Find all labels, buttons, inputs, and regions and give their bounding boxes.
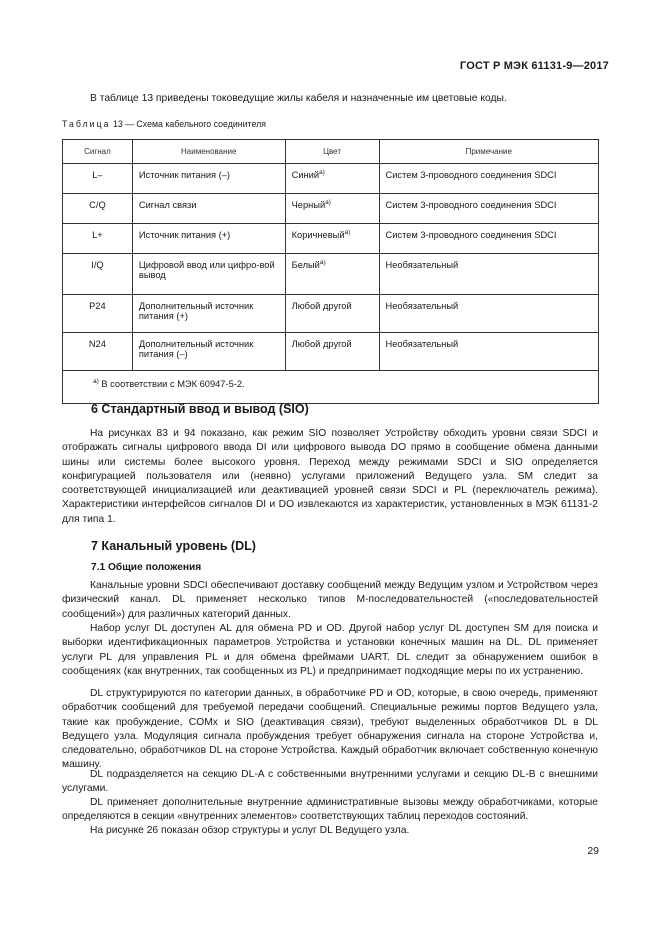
- cell-name: Дополнительный источник питания (+): [132, 295, 285, 333]
- cell-note: Систем 3-проводного соединения SDCI: [379, 224, 598, 254]
- cell-name: Цифровой ввод или цифро-вой вывод: [132, 254, 285, 295]
- cell-note: Необязательный: [379, 295, 598, 333]
- table-caption: [62, 119, 266, 129]
- color-value: Синий: [291, 170, 320, 180]
- document-code: ГОСТ Р МЭК 61131-9—2017: [459, 60, 609, 72]
- table-footnote: [63, 371, 599, 404]
- cell-signal: N24: [63, 333, 133, 371]
- cell-signal: L–: [63, 164, 133, 194]
- cell-color: [285, 254, 379, 295]
- header-note: Примечание: [379, 140, 598, 164]
- section-7-paragraph-2: Набор услуг DL доступен AL для обмена PD и OD. Другой набор услуг DL доступен SM для поиска и выборки идентификационных параметров Устройства и установки конечных машин на DL. DL применяет услуги PL для управления PL и для обмена фреймами UART. DL следит за обнаружением ошибок в сообщениях (как внутренних, так сообщенных из PL) и предпринимает подходящие меры по их устранению.: [62, 623, 598, 677]
- footnote-ref: a): [344, 228, 351, 236]
- cell-name: Дополнительный источник питания (–): [132, 333, 285, 371]
- cell-note: Систем 3-проводного соединения SDCI: [379, 164, 598, 194]
- cell-color: [285, 194, 379, 224]
- table-row: [63, 333, 599, 371]
- cell-color: [285, 333, 379, 371]
- cell-note: Систем 3-проводного соединения SDCI: [379, 194, 598, 224]
- cell-color: [285, 295, 379, 333]
- table-row: [63, 164, 599, 194]
- section-6-paragraph: На рисунках 83 и 94 показано, как режим SIO позволяет Устройству обходить уровни связи SDCI и отображать сигналы цифрового ввода DI или цифрового вывода DO прямо в сообщение обмена данными шины или системы более высокого уровня. Переход между режимами SDCI и SIO определяется конфигурацией пользователя или (неявно) услугами приложений Ведущего узла. SM следит за соответствующей инициализацией или деактивацией уровней связи SDCI и PL (переключатель режима). Характеристики интерфейсов сигналов DI и DO извлекаются из характеристик, установленных в МЭК 61131-2 для типа 1.: [62, 428, 598, 525]
- cell-color: [285, 224, 379, 254]
- cell-color: [285, 164, 379, 194]
- page-number: 29: [587, 845, 599, 857]
- footnote-mark: a): [93, 377, 99, 385]
- cell-signal: I/Q: [63, 254, 133, 295]
- color-value: Любой другой: [291, 339, 352, 349]
- table-caption-rest: 13 — Схема кабельного соединителя: [110, 119, 266, 129]
- section-6-heading: 6 Стандартный ввод и вывод (SIO): [91, 402, 309, 416]
- color-value: Черный: [291, 200, 326, 210]
- table-row: [63, 194, 599, 224]
- footnote-ref: a): [325, 198, 331, 206]
- cell-signal: C/Q: [63, 194, 133, 224]
- section-7-paragraph-3: DL структурируются по категории данных, в обработчике PD и OD, которые, в свою очередь, применяют обработчик сообщений для требуемой передачи сообщений. Специальные режимы портов Ведущего узла, такие как пробуждение, COMx и SIO (деактивация связи), требуют выделенных обработчиков DL в DL Ведущего узла. Модуляция сигнала пробуждения требует обнаружения сигнала на стороне Устройства и, следовательно, обработчиков DL на стороне Устройства. Каждый обработчик включает собственную конечную машину.: [62, 688, 598, 771]
- cell-signal: L+: [63, 224, 133, 254]
- section-7-heading: 7 Канальный уровень (DL): [91, 539, 256, 553]
- footnote-ref: a): [319, 258, 326, 266]
- section-7-paragraph-1: Канальные уровни SDCI обеспечивают доставку сообщений между Ведущим узлом и Устройством через физический канал. DL применяет несколько типов М-последовательностей («последовательностей сообщений») для различных категорий данных.: [62, 580, 598, 620]
- table-row: [63, 254, 599, 295]
- header-color: Цвет: [285, 140, 379, 164]
- section-7-paragraph-5: DL применяет дополнительные внутренние административные вызовы между обработчиками, которые определяются в секции «внутренних элементов» соответствующих таблиц переходов состояний.: [62, 797, 598, 823]
- cell-note: Необязательный: [379, 333, 598, 371]
- table-row: [63, 224, 599, 254]
- subsection-7-1-heading: 7.1 Общие положения: [91, 562, 202, 573]
- section-7-paragraph-6: На рисунке 26 показан обзор структуры и услуг DL Ведущего узла.: [90, 825, 410, 836]
- table-footnote-row: [63, 371, 599, 404]
- cell-note: Необязательный: [379, 254, 598, 295]
- header-name: Наименование: [132, 140, 285, 164]
- table-caption-prefix: Таблица: [62, 119, 111, 129]
- footnote-ref: a): [319, 168, 325, 176]
- table-row: [63, 295, 599, 333]
- cable-table: [62, 139, 599, 404]
- table-header-row: [63, 140, 599, 164]
- color-value: Коричневый: [291, 230, 345, 240]
- cell-name: Источник питания (+): [132, 224, 285, 254]
- intro-paragraph: В таблице 13 приведены токоведущие жилы кабеля и назначенные им цветовые коды.: [90, 93, 507, 104]
- color-value: Любой другой: [291, 301, 352, 311]
- section-7-paragraph-4: DL подразделяется на секцию DL-A с собственными внутренними услугами и секцию DL-B с внешними услугами.: [62, 769, 598, 795]
- cell-signal: P24: [63, 295, 133, 333]
- header-signal: Сигнал: [63, 140, 133, 164]
- cell-name: Источник питания (–): [132, 164, 285, 194]
- footnote-text: В соответствии с МЭК 60947-5-2.: [98, 379, 245, 389]
- cell-name: Сигнал связи: [132, 194, 285, 224]
- color-value: Белый: [291, 260, 320, 270]
